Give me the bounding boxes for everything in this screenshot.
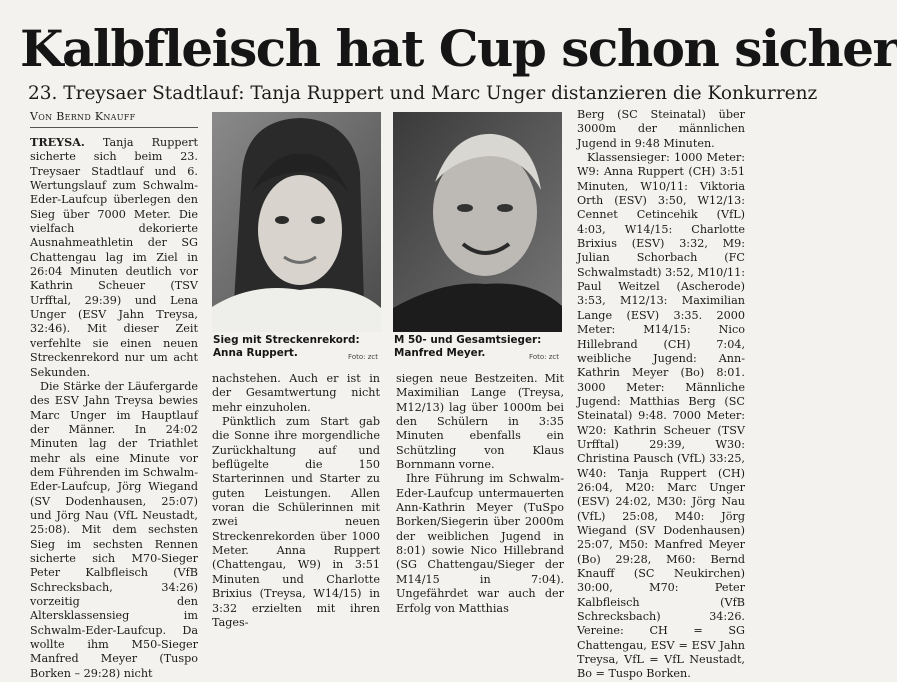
lead-paragraph [30,135,198,380]
body-paragraph: Pünktlich zum Start gab die Sonne ihre morgendliche Zurückhaltung auf und beflügelte die 150 Starterinnen und Starter zu guten Leistungen. Allen voran die Schülerinnen mit zwei neuen Streckenrekorden über 1000 Meter. Anna Ruppert (Chattengau, W9) in 3:51 Minuten und Charlotte Brixius (Treysa, W14/15) in 3:32 erzielten mit ihren Tages- [212,415,380,629]
photo-caption-2 [394,334,559,366]
lead-text: Tanja Ruppert sicherte sich beim 23. Treysaer Stadtlauf und 6. Wertungslauf zum Schwalm-Eder-Laufcup überlegen den Sieg über 7000 Meter. Die vielfach dekorierte Ausnahmeathletin der SG Chattengau lag im Ziel in 26:04 Minuten deutlich vor Kathrin Scheuer (TSV Urfftal, 29:39) und Lena Unger (ESV Jahn Treysa, 32:46). Mit dieser Zeit verfehlte sie einen neuen Streckenrekord nur um acht Sekunden. [30,136,198,379]
body-paragraph: siegen neue Bestzeiten. Mit Maximilian Lange (Treysa, M12/13) lag über 1000m bei den Schülern in 3:35 Minuten ebenfalls ein Schützling von Klaus Bornmann vorne. [396,372,564,472]
photo-credit: Foto: zct [529,353,559,361]
caption-text: Sieg mit Streckenrekord: Anna Ruppert. [213,334,360,359]
photo-caption-1 [213,334,378,366]
article-column-2 [212,372,380,629]
portrait-girl-image [212,112,381,332]
body-paragraph: nachstehen. Auch er ist in der Gesamtwertung nicht mehr einzuholen. [212,372,380,414]
byline-rule [30,127,198,128]
results-list: Klassensieger: 1000 Meter: W9: Anna Ruppert (CH) 3:51 Minuten, W10/11: Viktoria Orth (ESV) 3:50, W12/13: Cennet Cetincehik (VfL) 4:03, W14/15: Charlotte Brixius (ESV) 3:32, M9: Julian Schorbach (FC Schwalmstadt) 3:52, M10/11: Paul Weitzel (Ascherode) 3:53, M12/13: Maximilian Lange (ESV) 3:35. 2000 Meter: M14/15: Nico Hillebrand (CH) 7:04, weibliche Jugend: Ann-Kathrin Meyer (Bo) 8:01. 3000 Meter: Männliche Jugend: Matthias Berg (SC Steinatal) 9:48. 7000 Meter: W20: Kathrin Scheuer (TSV Urfftal) 29:39, W30: Christina Pausch (VfL) 33:25, W40: Tanja Ruppert (CH) 26:04, M20: Marc Unger (ESV) 24:02, M30: Jörg Nau (VfL) 25:08, M40: Jörg Wiegand (SV Dodenhausen) 25:07, M50: Manfred Meyer (Bo) 29:28, M60: Bernd Knauff (SC Neukirchen) 30:00, M70: Peter Kalbfleisch (VfB Schrecksbach) 34:26. Vereine: CH = SG Chattengau, ESV = ESV Jahn Treysa, VfL = VfL Neustadt, Bo = Tuspo Borken. [577,151,745,681]
article-column-1 [30,135,198,680]
body-paragraph: Die Stärke der Läufergarde des ESV Jahn Treysa bewies Marc Unger im Hauptlauf der Männer. In 24:02 Minuten lag der Triathlet mehr als eine Minute vor dem Führenden im Schwalm-Eder-Laufcup, Jörg Wiegand (SV Dodenhausen, 25:07) und Jörg Nau (VfL Neustadt, 25:08). Mit dem sechsten Sieg im sechsten Rennen sicherte sich M70-Sieger Peter Kalbfleisch (VfB Schrecksbach, 34:26) vorzeitig den Altersklassensieg im Schwalm-Eder-Laufcup. Da wollte ihm M50-Sieger Manfred Meyer (Tuspo Borken – 29:28) nicht [30,379,198,680]
subheadline: 23. Treysaer Stadtlauf: Tanja Ruppert und Marc Unger distanzieren die Konkurrenz [28,83,818,104]
photo-anna-ruppert [212,112,381,332]
photo-manfred-meyer [393,112,562,332]
article-column-3 [396,372,564,615]
portrait-man-image [393,112,562,332]
body-paragraph: Berg (SC Steinatal) über 3000m der männlichen Jugend in 9:48 Minuten. [577,108,745,150]
caption-text: M 50- und Gesamtsieger: Manfred Meyer. [394,334,542,359]
byline: Von Bernd Knauff [30,110,136,123]
body-paragraph: Ihre Führung im Schwalm-Eder-Laufcup untermauerten Ann-Kathrin Meyer (TuSpo Borken/Siegerin über 2000m der weiblichen Jugend in 8:01) sowie Nico Hillebrand (SG Chattengau/Sieger der M14/15 in 7:04). Ungefährdet war auch der Erfolg von Matthias [396,472,564,615]
dateline: TREYSA. [30,135,85,149]
headline: Kalbfleisch hat Cup schon sicher [20,19,897,78]
photo-credit: Foto: zct [348,353,378,361]
article-column-4 [577,108,745,681]
